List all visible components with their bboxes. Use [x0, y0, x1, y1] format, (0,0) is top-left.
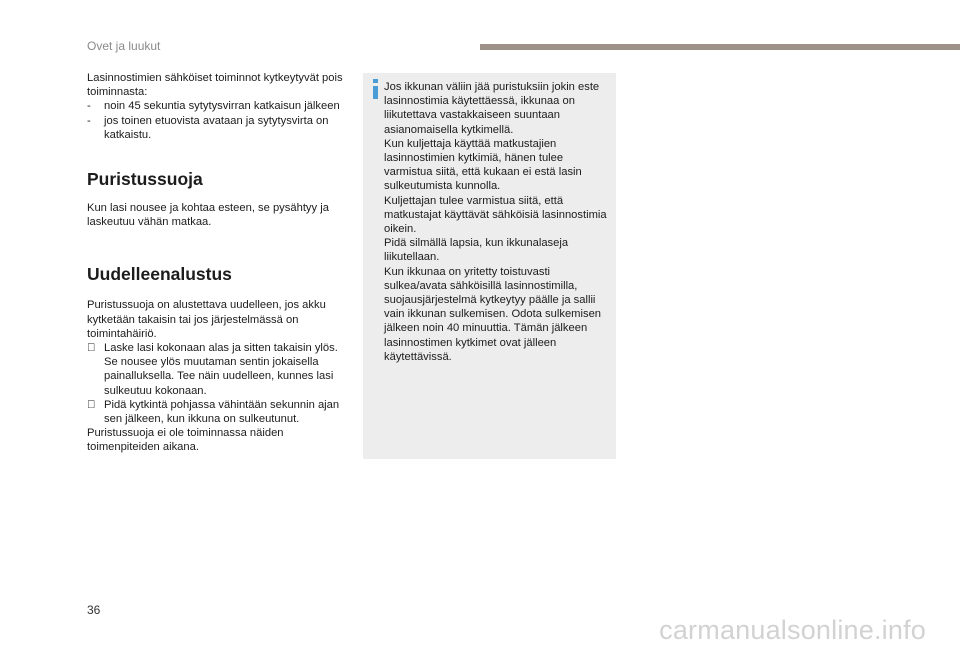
info-text	[384, 80, 610, 364]
info-paragraph: Kuljettajan tulee varmistua siitä, että matkustajat käyttävät sähköisiä lasinnostimia oikein.	[384, 194, 607, 236]
left-column	[87, 71, 352, 455]
info-paragraph: Jos ikkunan väliin jää puristuksiin jokin este lasinnostimia käytettäessä, ikkunaa on liikutettava vastakkaiseen suuntaan asianomaisella kytkimellä.	[384, 81, 600, 136]
step-text: Pidä kytkintä pohjassa vähintään sekunnin ajan sen jälkeen, kun ikkuna on sulkeutunut.	[104, 398, 340, 426]
info-paragraph: Kun kuljettaja käyttää matkustajien lasinnostimien kytkimiä, hänen tulee varmistua siitä, että kukaan ei estä lasin sulkeutumista kunnolla.	[384, 137, 582, 193]
header-divider-bar	[480, 44, 960, 50]
step-item	[87, 398, 352, 426]
info-paragraph: Pidä silmällä lapsia, kun ikkunalaseja liikutellaan.	[384, 237, 569, 264]
intro-list-item	[87, 99, 352, 113]
page-number: 36	[87, 603, 101, 617]
intro-list-text: jos toinen etuovista avataan ja sytytysvirta on katkaistu.	[104, 114, 329, 141]
bullet-marker	[87, 398, 104, 426]
info-paragraph: Kun ikkunaa on yritetty toistuvasti sulkea/avata sähköisillä lasinnostimilla, suojausjärjestelmä kytkeytyy päälle ja sallii vain ikkunan sulkemisen. Odota sulkemisen jälkeen noin 40 minuuttia. Tämän jälkeen lasinnostimen kytkimet ovat jälleen käytettävissä.	[384, 265, 602, 363]
info-box	[363, 73, 616, 459]
dash-marker: -	[87, 114, 91, 127]
info-icon	[371, 79, 380, 99]
watermark: carmanualsonline.info	[659, 615, 926, 645]
step-item	[87, 341, 352, 398]
step-text: Laske lasi kokonaan alas ja sitten takaisin ylös. Se nousee ylös muutaman sentin jokaisella painalluksella. Tee näin uudelleen, kunnes lasi sulkeutuu kokonaan.	[104, 342, 338, 397]
bullet-marker	[87, 341, 104, 398]
intro-list-item	[87, 114, 352, 142]
heading-puristussuoja: Puristussuoja	[87, 169, 203, 190]
dash-marker: -	[87, 100, 91, 113]
intro-list-text: noin 45 sekuntia sytytysvirran katkaisun jälkeen	[104, 100, 340, 113]
uudelleenalustus-footer: Puristussuoja ei ole toiminnassa näiden toimenpiteiden aikana.	[87, 427, 284, 454]
puristussuoja-body: Kun lasi nousee ja kohtaa esteen, se pysähtyy ja laskeutuu vähän matkaa.	[87, 202, 329, 229]
uudelleenalustus-body: Puristussuoja on alustettava uudelleen, jos akku kytketään takaisin tai jos järjestelmässä on toimintahäiriö.	[87, 299, 326, 340]
heading-uudelleenalustus: Uudelleenalustus	[87, 264, 232, 285]
section-title: Ovet ja luukut	[87, 39, 161, 53]
intro-text: Lasinnostimien sähköiset toiminnot kytkeytyvät pois toiminnasta:	[87, 72, 343, 99]
